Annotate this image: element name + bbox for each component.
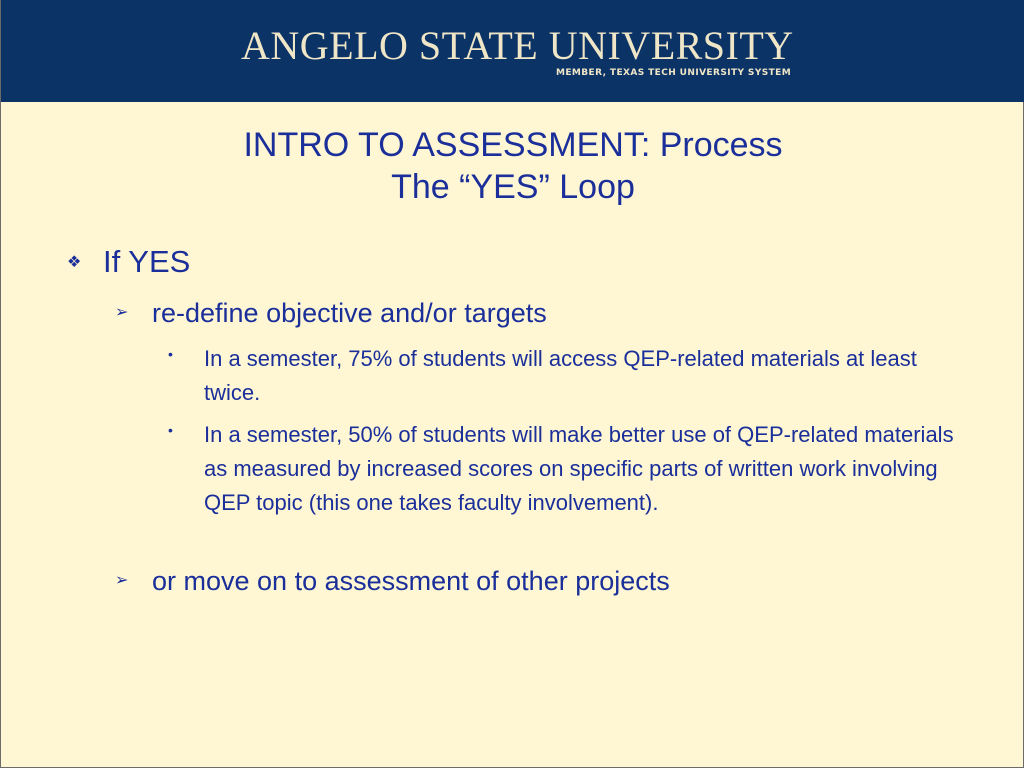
dot-bullet-icon: •: [168, 422, 173, 438]
university-system-tagline: MEMBER, TEXAS TECH UNIVERSITY SYSTEM: [556, 68, 792, 78]
arrow-bullet-icon: ➢: [115, 572, 129, 589]
bullet-level2-redefine: [115, 297, 995, 333]
arrow-bullet-icon: ➢: [115, 304, 129, 321]
bullet-text: In a semester, 50% of students will make better use of QEP-related materials as measured by increased scores on specific parts of written work involving QEP topic (this one takes faculty involvement).: [204, 422, 954, 515]
bullet-text: re-define objective and/or targets: [152, 298, 547, 328]
slide-title: [1, 124, 1024, 208]
bullet-level1-if-yes: [67, 243, 967, 283]
bullet-text: If YES: [103, 244, 191, 279]
bullet-level2-move-on: [115, 565, 995, 601]
university-header-banner: [1, 0, 1024, 102]
bullet-text: In a semester, 75% of students will access QEP-related materials at least twice.: [204, 346, 917, 405]
slide-title-line-1: INTRO TO ASSESSMENT: Process: [243, 126, 783, 164]
bullet-text: or move on to assessment of other projects: [152, 566, 670, 596]
slide-title-line-2: The “YES” Loop: [391, 168, 635, 206]
university-logo-title: ANGELO STATE UNIVERSITY: [241, 23, 794, 68]
dot-bullet-icon: •: [168, 346, 173, 362]
diamond-bullet-icon: ❖: [67, 254, 82, 271]
